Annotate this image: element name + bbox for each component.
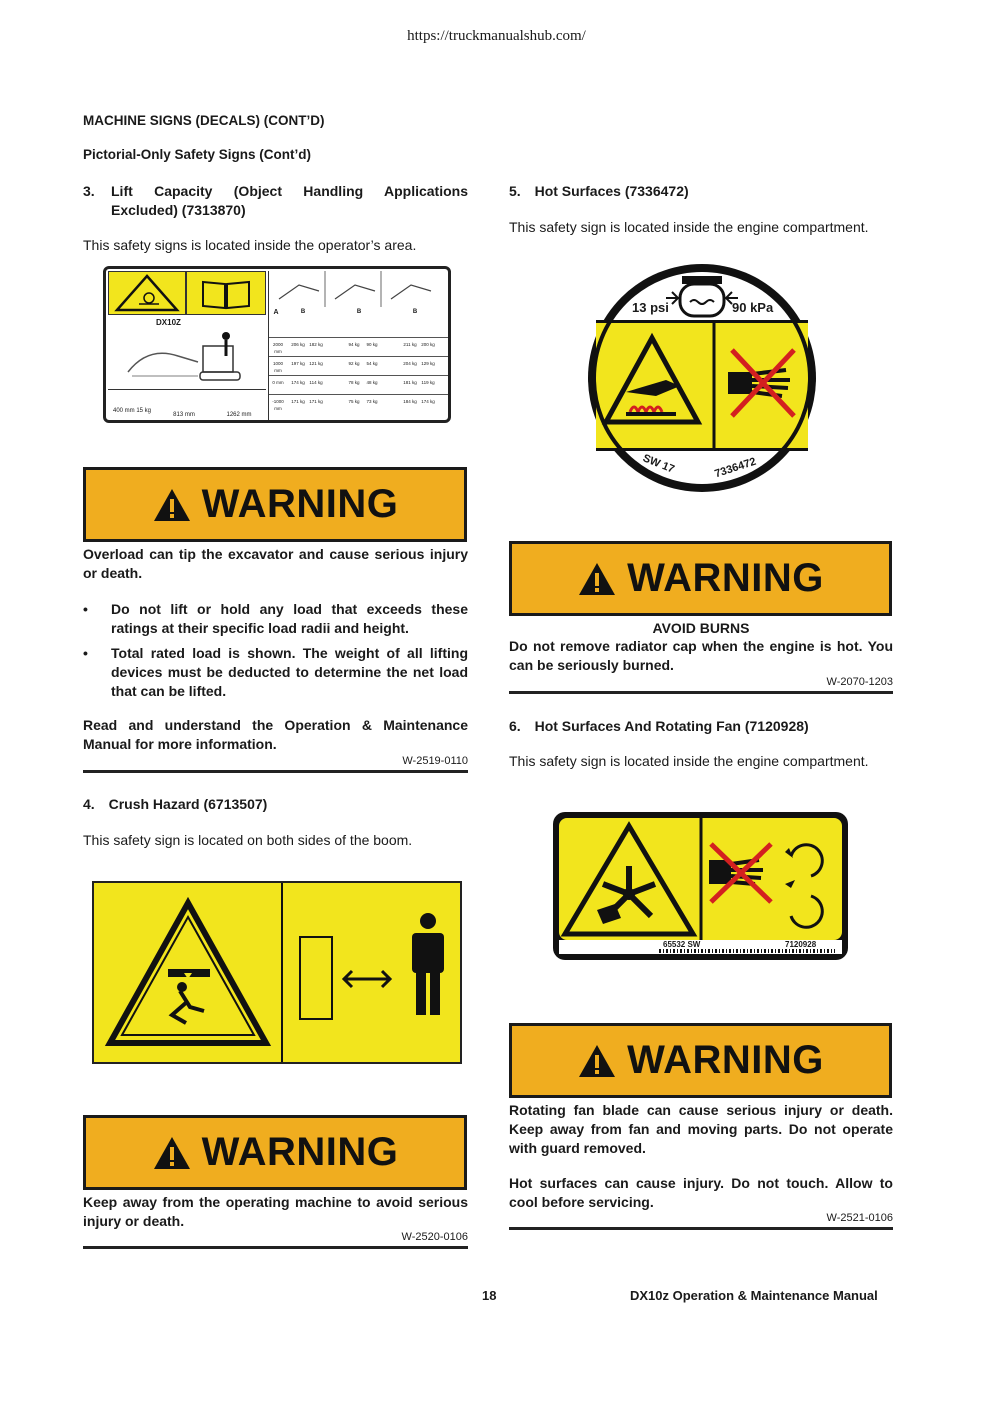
warning-icon	[152, 1135, 192, 1171]
load-chart-cell: 174 kg	[291, 380, 305, 385]
col-a-label: A	[273, 309, 279, 316]
item3-location: This safety signs is located inside the operator’s area.	[83, 237, 417, 253]
crush-hazard-graphic	[94, 883, 460, 1062]
bullet-text-2: Total rated load is shown. The weight of all lifting devices must be deducted to determine the net load that can be lifted.	[111, 645, 468, 699]
warning-icon	[577, 561, 617, 597]
load-chart-cell: 121 kg	[309, 361, 323, 366]
load-chart-cell: 73 kg	[366, 399, 378, 404]
attachment-row	[108, 389, 266, 421]
ref-code-3: W-2070-1203	[826, 676, 893, 688]
warning-text-5: Hot surfaces can cause injury. Do not touch. Allow to cool before servicing.	[509, 1175, 893, 1210]
ref-code-1: W-2519-0110	[402, 755, 468, 767]
load-chart-cell: 197 kg	[291, 361, 305, 366]
load-chart-row	[269, 337, 449, 355]
hot-surfaces-graphic	[586, 262, 818, 494]
load-chart-cell: 182 kg	[309, 342, 323, 347]
divider	[509, 1227, 893, 1230]
manual-panel	[186, 271, 266, 315]
item5-heading	[509, 182, 689, 201]
fan-decal-code-1: 65532 SW	[663, 940, 701, 949]
load-chart-cell: 174 kg	[421, 399, 435, 404]
fan-decal-yellow	[559, 818, 842, 940]
load-chart-cell: 90 kg	[366, 342, 378, 347]
item6-heading	[509, 717, 809, 736]
decal-code-1: SW 17	[640, 452, 677, 476]
warning-text-4: Rotating fan blade can cause serious injury or death. Keep away from fan and moving parts. Do not operate with guard removed.	[509, 1102, 893, 1156]
item6-title: Hot Surfaces And Rotating Fan (7120928)	[534, 718, 809, 734]
warning-text-1: Overload can tip the excavator and cause serious injury or death.	[83, 546, 468, 581]
decal-model: DX10Z	[156, 318, 181, 327]
item3-heading	[83, 182, 468, 220]
manual-title: DX10z Operation & Maintenance Manual	[630, 1288, 878, 1303]
item3-title-line2: Excluded) (7313870)	[111, 202, 246, 218]
load-chart-cell: 94 kg	[348, 342, 360, 347]
warning-triangle-icon	[109, 272, 185, 314]
load-chart-cell: -1000 mm	[272, 399, 284, 411]
load-chart-cell: 54 kg	[366, 361, 378, 366]
col-b-label-3: B	[412, 309, 418, 315]
load-chart-cell: 92 kg	[348, 361, 360, 366]
load-chart-row	[269, 375, 449, 393]
load-chart-cell: 200 kg	[421, 342, 435, 347]
barcode	[659, 949, 835, 953]
load-chart-cell: 184 kg	[403, 399, 417, 404]
lift-capacity-decal	[103, 266, 451, 423]
item5-title: Hot Surfaces (7336472)	[534, 183, 689, 199]
item3-title-line1: Lift Capacity (Object Handling Applications	[111, 183, 468, 199]
load-chart-table	[268, 271, 448, 421]
avoid-burns-heading: AVOID BURNS	[652, 620, 750, 636]
rotating-fan-decal	[553, 812, 848, 960]
item3-number: 3.	[83, 183, 95, 199]
boom-position-icons	[269, 271, 449, 307]
crush-hazard-decal	[92, 881, 462, 1064]
load-chart-cell: 78 kg	[348, 380, 360, 385]
fan-hazard-graphic	[559, 818, 842, 940]
book-icon	[187, 272, 265, 314]
warning-label-1: WARNING	[201, 482, 399, 526]
load-chart-cell: 114 kg	[309, 380, 323, 385]
attachment-label-1: 400 mm 15 kg	[112, 408, 152, 414]
warning-text-2: Keep away from the operating machine to avoid serious injury or death.	[83, 1194, 468, 1229]
warning-banner-2	[83, 1115, 467, 1190]
warning-icon	[152, 487, 192, 523]
load-chart-cell: 75 kg	[348, 399, 360, 404]
warning-label-2: WARNING	[201, 1130, 399, 1174]
bullet-item: • Total rated load is shown. The weight of all lifting devices must be deducted to determine the net load that can be lifted.	[83, 645, 468, 699]
load-chart-cell: 204 kg	[403, 361, 417, 366]
item5-location: This safety sign is located inside the engine compartment.	[509, 219, 869, 235]
item5-number: 5.	[509, 183, 521, 199]
col-b-label-1: B	[300, 309, 306, 315]
section-title: MACHINE SIGNS (DECALS) (CONT’D)	[83, 113, 325, 128]
source-url[interactable]: https://truckmanualshub.com/	[407, 28, 586, 44]
load-chart-cell: 206 kg	[291, 342, 305, 347]
attachment-label-2: 813 mm	[173, 412, 195, 418]
load-chart-cell: 171 kg	[291, 399, 305, 404]
warning-banner-3	[509, 541, 892, 616]
load-chart-cell: 48 kg	[366, 380, 378, 385]
load-chart-cell: 2000 mm	[272, 342, 283, 354]
ref-code-4: W-2521-0106	[826, 1212, 893, 1224]
warning-banner-1	[83, 467, 467, 542]
load-chart-cell: 1000 mm	[272, 361, 283, 373]
load-chart-cell: 181 kg	[403, 380, 417, 385]
excavator-diagram	[108, 316, 266, 386]
bullet-text-1: Do not lift or hold any load that exceeds these ratings at their specific load radii and height.	[111, 601, 468, 636]
read-manual-text: Read and understand the Operation & Maintenance Manual for more information.	[83, 717, 468, 752]
barcode-strip	[559, 940, 842, 954]
attachment-label-3: 1262 mm	[226, 412, 252, 418]
warning-text-3: Do not remove radiator cap when the engine is hot. You can be seriously burned.	[509, 638, 893, 673]
item4-location: This safety sign is located on both sides of the boom.	[83, 832, 413, 848]
page-number: 18	[482, 1288, 497, 1303]
warning-icon	[577, 1043, 617, 1079]
load-chart-cell: 129 kg	[421, 361, 435, 366]
load-chart-row	[269, 394, 449, 412]
section-subtitle: Pictorial-Only Safety Signs (Cont’d)	[83, 147, 312, 162]
divider	[509, 691, 893, 694]
col-b-label-2: B	[356, 309, 362, 315]
load-chart-cell: 0 mm	[272, 380, 284, 385]
item4-number: 4.	[83, 796, 95, 812]
divider	[83, 770, 468, 773]
warning-banner-4	[509, 1023, 892, 1098]
load-chart-cell: 211 kg	[403, 342, 417, 347]
load-chart-cell: 119 kg	[421, 380, 435, 385]
excavator-outline-icon	[108, 316, 266, 386]
load-chart-row	[269, 356, 449, 374]
warning-label-4: WARNING	[627, 1038, 824, 1082]
ref-code-2: W-2520-0106	[401, 1231, 468, 1243]
decal-psi: 13 psi	[632, 300, 669, 315]
item6-location: This safety sign is located inside the engine compartment.	[509, 753, 869, 769]
divider	[83, 1246, 468, 1249]
hot-surfaces-decal	[586, 262, 818, 494]
decal-code-2: 7336472	[713, 455, 758, 481]
warning-label-3: WARNING	[627, 556, 824, 600]
load-chart-cell: 171 kg	[309, 399, 323, 404]
decal-kpa: 90 kPa	[732, 300, 774, 315]
bullet-item: • Do not lift or hold any load that exceeds these ratings at their specific load radii and height.	[83, 601, 468, 636]
item4-title: Crush Hazard (6713507)	[108, 796, 268, 812]
bullet-list	[83, 600, 468, 701]
fan-decal-code-2: 7120928	[785, 940, 817, 949]
item6-number: 6.	[509, 718, 521, 734]
item4-heading	[83, 795, 267, 814]
operator-warning-panel	[108, 271, 186, 315]
